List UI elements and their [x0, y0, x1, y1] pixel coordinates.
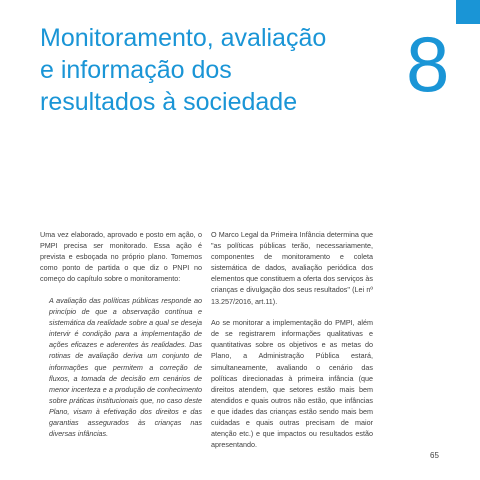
chapter-number: 8: [406, 20, 450, 108]
page-number: 65: [430, 451, 439, 460]
chapter-title: [40, 22, 380, 118]
left-text-column: [40, 229, 202, 450]
chapter-title-line-2: e informação dos: [40, 56, 232, 84]
chapter-title-line-3: resultados à sociedade: [40, 88, 298, 116]
right-text-column: [211, 229, 373, 461]
chapter-title-line-1: Monitoramento, avaliação: [40, 24, 327, 52]
right-paragraph-2: Ao se monitorar a implementação do PMPI, além de se registrarem informações qualitativas e quantitativas sobre os objetivos e as metas do Plano, a Administração Pública estará, simultaneamente, avaliando o cenário das políticas direcionadas à primeira infância (que direitos atendem, que setores estão mais bem atendidos e quais outros não estão, que infâncias e que idades das crianças estão sendo mais bem cuidadas e quais outras precisam de maior atenção etc.) e que impactos ou resultados estão apresentando.: [211, 318, 373, 450]
right-paragraph-1: O Marco Legal da Primeira Infância determina que "as políticas públicas terão, necessariamente, componentes de monitoramento e coleta sistemática de dados, avaliação periódica dos elementos que constituem a oferta dos serviços às crianças e divulgação dos seus resultados" (Lei nº 13.257/2016, art.11).: [211, 230, 373, 306]
left-paragraph-1: Uma vez elaborado, aprovado e posto em ação, o PMPI precisa ser monitorado. Essa ação é prevista e esboçada no próprio plano. Tomemos como ponto de partida o que diz o PNPI no começo do capítulo sobre o monitoramento:: [40, 230, 202, 284]
pnpi-quote: A avaliação das políticas públicas responde ao princípio de que a observação contínua e sistemática da realidade sobre a qual se deseja intervir é condição para a implementação de ações eficazes e aderentes às realidades. Das rotinas de avaliação deriva um conjunto de informações que permitem a correção de fluxos, a tomada de decisão em cenários de menor incerteza e a produção de conhecimento sobre práticas institucionais que, no caso deste Plano, visam à efetivação dos direitos e das garantias assegurados às crianças nas diversas infâncias.: [49, 295, 202, 439]
corner-color-tab: [456, 0, 480, 24]
